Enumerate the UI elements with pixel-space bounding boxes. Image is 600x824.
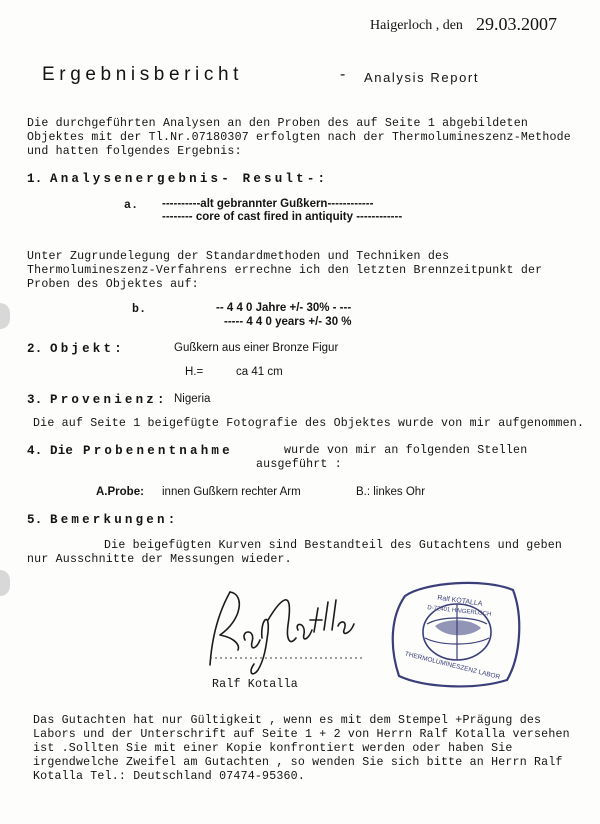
footer-line-2: Labors und der Unterschrift auf Seite 1 + 2 von Herrn Ralf Kotalla versehen [33, 728, 570, 741]
title-dash: - [340, 66, 346, 83]
stamp-line-1: Ralf KOTALLA [436, 594, 483, 608]
footer-line-4: irgendwelche Zweifel am Gutachten , so wenden Sie sich bitte an Herrn Ralf [33, 756, 563, 769]
result-a-line-1: ----------alt gebrannter Gußkern------------ [162, 198, 374, 210]
header-date: 29.03.2007 [476, 14, 557, 34]
result-a-label: a. [124, 199, 139, 212]
footer-line-1: Das Gutachten hat nur Gültigkeit , wenn es mit dem Stempel +Prägung des [33, 714, 542, 727]
object-value: Gußkern aus einer Bronze Figur [174, 342, 339, 354]
probe-b-value: B.: linkes Ohr [356, 486, 426, 498]
footer-line-5: Kotalla Tel.: Deutschland 07474-95360. [33, 770, 305, 783]
stamp-line-2: D-72401 HAIGERLOCH [426, 605, 492, 618]
signer-name: Ralf Kotalla [212, 678, 298, 691]
probe-label: A.Probe: [96, 486, 144, 498]
section-4-heading-prefix: Die [50, 444, 74, 458]
header-place: Haigerloch , den [370, 18, 463, 33]
intro-line-3: und hatten folgendes Ergebnis: [27, 145, 242, 158]
section-5-para-1: Die beigefügten Kurven sind Bestandteil des Gutachtens und geben [104, 539, 563, 552]
intro-line-2: Objektes mit der Tl.Nr.07180307 erfolgten nach der Thermolumineszenz-Methode [27, 131, 571, 144]
section-4-number: 4. [27, 444, 43, 458]
punch-hole-top [0, 303, 10, 329]
section-2-heading: Objekt: [50, 342, 125, 356]
result-b-line-1: -- 4 4 0 Jahre +/- 30% - --- [216, 302, 352, 314]
section-4-text-1: wurde von mir an folgenden Stellen [284, 444, 528, 457]
section-5-heading: Bemerkungen: [50, 513, 179, 527]
section-1-para-3: Proben des Objektes auf: [27, 278, 199, 291]
height-label: H.= [185, 366, 204, 378]
provenance-note: Die auf Seite 1 beigefügte Fotografie des Objektes wurde von mir aufgenommen. [33, 417, 585, 430]
section-3-heading: Provenienz: [50, 393, 168, 407]
section-3-number: 3. [27, 393, 43, 407]
section-5-para-2: nur Ausschnitte der Messungen wieder. [27, 553, 292, 566]
page-subtitle: Analysis Report [364, 70, 480, 85]
section-1-number: 1. [27, 172, 43, 186]
section-1-heading: Analysenergebnis- Result-: [50, 172, 329, 186]
section-1-para-1: Unter Zugrundelegung der Standardmethoden und Techniken des [27, 250, 450, 263]
section-4-heading: Probenentnahme [83, 444, 233, 458]
section-4-text-2: ausgeführt : [256, 458, 342, 471]
height-value: ca 41 cm [236, 366, 283, 378]
result-b-label: b. [132, 303, 147, 316]
laboratory-stamp [385, 576, 525, 692]
footer-line-3: ist .Sollten Sie mit einer Kopie konfrontiert werden oder haben Sie [33, 742, 513, 755]
section-1-para-2: Thermolumineszenz-Verfahrens errechne ich den letzten Brennzeitpunkt der [27, 264, 543, 277]
result-b-line-2: ----- 4 4 0 years +/- 30 % [224, 316, 352, 328]
section-5-number: 5. [27, 513, 43, 527]
section-2-number: 2. [27, 342, 43, 356]
stamp-line-3: THERMOLUMINESZENZ LABOR [404, 650, 501, 682]
punch-hole-bottom [0, 570, 10, 596]
result-a-line-2: -------- core of cast fired in antiquity ------------ [162, 211, 403, 223]
provenance-value: Nigeria [174, 393, 211, 405]
intro-line-1: Die durchgeführten Analysen an den Proben des auf Seite 1 abgebildeten [27, 117, 529, 130]
probe-a-value: innen Gußkern rechter Arm [162, 486, 301, 498]
handwritten-signature [190, 580, 370, 680]
page-title: Ergebnisbericht [42, 64, 244, 85]
